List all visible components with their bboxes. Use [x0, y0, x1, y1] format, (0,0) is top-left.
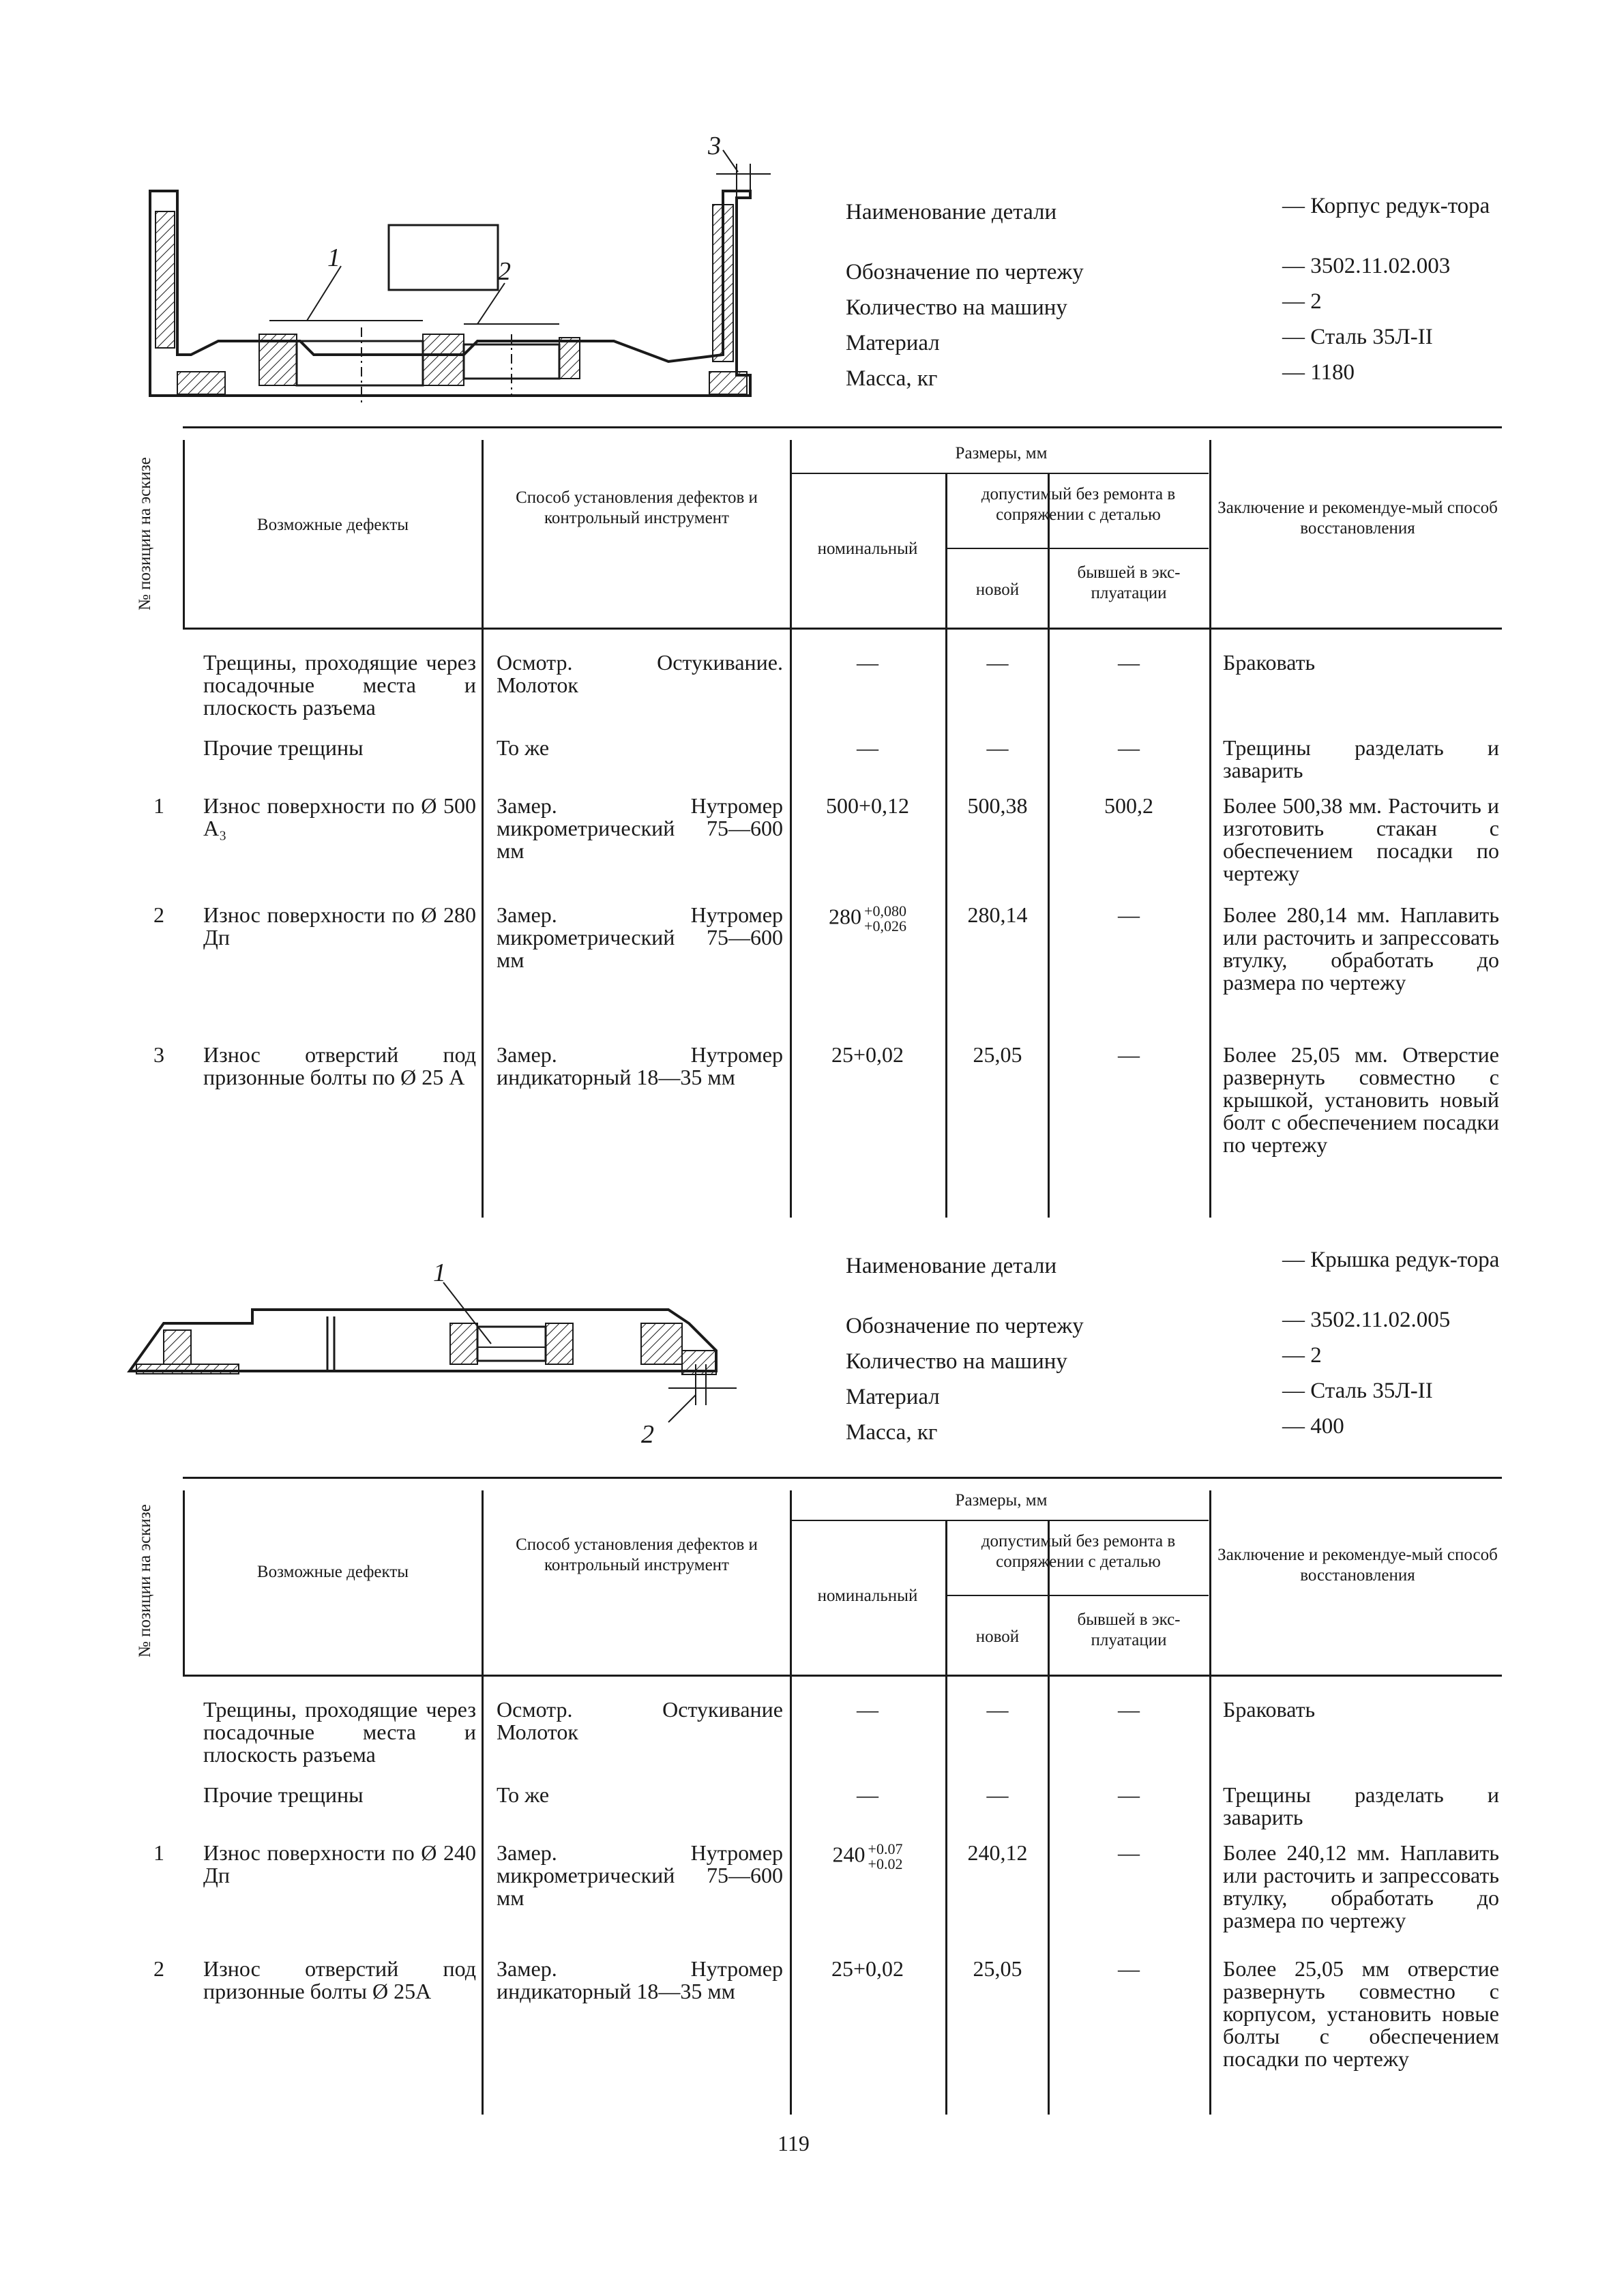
row-method: Замер. Нутромер микрометрический 75—600 мм [497, 1840, 783, 1910]
row-conclusion: Более 25,05 мм отверстие развернуть совместно с корпусом, установить новые болты с обеспечением посадки по чертежу [1223, 1956, 1499, 2071]
row-conclusion: Более 280,14 мм. Наплавить или расточить и запрессовать втулку, обработать до размера по чертежу [1223, 902, 1499, 995]
info-value: — 3502.11.02.003 [1282, 254, 1451, 278]
row-used: — [1118, 902, 1140, 927]
row-conclusion: Более 25,05 мм. Отверстие развернуть совместно с крышкой, установить новый болт с обеспечением посадки по чертежу [1223, 1042, 1499, 1157]
info-value: — Сталь 35Л-II [1282, 325, 1433, 349]
callout-2: 2 [641, 1420, 654, 1449]
tol-plus: +0,080 [864, 902, 906, 919]
row-method: То же [497, 1782, 550, 1807]
row-used: — [1118, 735, 1140, 760]
info-label: Наименование детали [846, 1254, 1057, 1278]
row-defect: Износ отверстий под призонные болты Ø 25А [203, 1956, 476, 2003]
row-defect: Прочие трещины [203, 1782, 364, 1807]
info-value: — 3502.11.02.005 [1282, 1308, 1451, 1332]
info-label: Обозначение по чертежу [846, 1314, 1084, 1338]
header-nominal: номинальный [817, 1587, 918, 1605]
defects-table-2 [136, 1477, 1502, 2118]
row-position: 2 [153, 902, 164, 927]
row-nominal: 240 [832, 1842, 866, 1867]
info-value: — Крышка редук-тора [1282, 1248, 1500, 1272]
header-allowed: допустимый без ремонта в сопряжении с деталью [981, 1532, 1176, 1571]
tol-minus: +0,026 [864, 917, 906, 934]
row-defect: Износ поверхности по Ø 240 Дп [203, 1840, 476, 1887]
row-nominal: — [857, 735, 878, 760]
info-value: — Сталь 35Л-II [1282, 1379, 1433, 1403]
callout-1: 1 [327, 244, 340, 272]
callout-2: 2 [498, 257, 511, 286]
row-new: — [986, 1782, 1009, 1807]
tol-minus: +0.02 [868, 1855, 903, 1872]
row-nominal: 25+0,02 [831, 1956, 904, 1981]
header-position: № позиции на эскизе [136, 1504, 154, 1658]
row-position: 3 [153, 1042, 164, 1067]
defects-table-1 [136, 426, 1502, 1218]
page-number: 119 [778, 2131, 810, 2155]
header-defects: Возможные дефекты [256, 516, 409, 534]
header-conclusion: Заключение и рекомендуе-мый способ восстановления [1217, 1546, 1498, 1585]
row-method: Замер. Нутромер индикаторный 18—35 мм [497, 1042, 783, 1089]
row-used: — [1118, 1042, 1140, 1067]
row-defect: Износ поверхности по Ø 500 А₃ [203, 793, 476, 840]
row-method: Замер. Нутромер микрометрический 75—600 мм [497, 793, 783, 863]
info-value: — 400 [1282, 1414, 1344, 1439]
header-sizes: Размеры, мм [955, 1491, 1048, 1510]
header-position: № позиции на эскизе [136, 457, 154, 610]
info-label: Материал [846, 331, 940, 355]
row-nominal: — [857, 650, 878, 675]
row-used: 500,2 [1104, 793, 1153, 818]
part2-info [846, 1248, 1528, 1450]
row-new: 240,12 [967, 1840, 1028, 1865]
row-used: — [1118, 1956, 1140, 1981]
header-allowed: допустимый без ремонта в сопряжении с деталью [981, 485, 1176, 524]
row-nominal: — [857, 1782, 878, 1807]
row-defect: Износ поверхности по Ø 280 Дп [203, 902, 476, 950]
row-defect: Прочие трещины [203, 735, 364, 760]
row-tolerance [868, 1842, 903, 1872]
row-position: 1 [153, 793, 164, 818]
cover-sketch [123, 1248, 764, 1453]
header-sizes: Размеры, мм [955, 444, 1048, 462]
row-nominal: 500+0,12 [825, 793, 910, 818]
info-label: Количество на машину [846, 295, 1067, 320]
row-tolerance [864, 904, 906, 934]
row-method: Осмотр. Остукивание. Молоток [497, 650, 783, 697]
info-label: Материал [846, 1385, 940, 1409]
info-value: — Корпус редук-тора [1282, 194, 1490, 218]
row-nominal: — [857, 1697, 878, 1722]
row-defect: Трещины, проходящие через посадочные места и плоскость разъема [203, 1697, 476, 1767]
info-label: Наименование детали [846, 200, 1057, 224]
row-used: — [1118, 1840, 1140, 1865]
row-new: 280,14 [967, 902, 1028, 927]
row-new: — [986, 1697, 1009, 1722]
row-method: То же [497, 735, 550, 760]
row-defect: Трещины, проходящие через посадочные места и плоскость разъема [203, 650, 476, 720]
header-nominal: номинальный [817, 540, 918, 558]
row-conclusion: Браковать [1223, 1697, 1316, 1722]
info-label: Количество на машину [846, 1349, 1067, 1374]
header-defects: Возможные дефекты [256, 1563, 409, 1581]
info-label: Обозначение по чертежу [846, 260, 1084, 284]
row-position: 1 [153, 1840, 164, 1865]
row-conclusion: Более 240,12 мм. Наплавить или расточить и запрессовать втулку, обработать до размера по чертежу [1223, 1840, 1499, 1932]
row-new: 500,38 [967, 793, 1028, 818]
tol-plus: +0.07 [868, 1840, 903, 1857]
row-nominal: 280 [829, 904, 862, 929]
callout-3: 3 [708, 136, 721, 160]
row-conclusion: Трещины разделать и заварить [1223, 1782, 1499, 1829]
header-method: Способ установления дефектов и контрольный инструмент [516, 1535, 758, 1574]
row-new: — [986, 650, 1009, 675]
row-nominal-cell [792, 1842, 943, 1872]
row-new: 25,05 [973, 1042, 1022, 1067]
row-position: 2 [153, 1956, 164, 1981]
callout-1: 1 [433, 1259, 446, 1287]
header-used: бывшей в экс-плуатации [1077, 1610, 1181, 1649]
header-method: Способ установления дефектов и контрольный инструмент [516, 488, 758, 527]
info-value: — 2 [1282, 1343, 1322, 1368]
header-new: новой [975, 1628, 1020, 1646]
row-new: — [986, 735, 1009, 760]
housing-sketch [136, 136, 784, 409]
row-nominal: 25+0,02 [831, 1042, 904, 1067]
info-value: — 2 [1282, 289, 1322, 314]
row-conclusion: Более 500,38 мм. Расточить и изготовить стакан с обеспечением посадки по чертежу [1223, 793, 1499, 885]
header-conclusion: Заключение и рекомендуе-мый способ восстановления [1217, 499, 1498, 538]
row-defect: Износ отверстий под призонные болты по Ø 25 А [203, 1042, 476, 1089]
row-new: 25,05 [973, 1956, 1022, 1981]
row-method: Осмотр. Остукивание Молоток [497, 1697, 783, 1744]
row-used: — [1118, 650, 1140, 675]
info-label: Масса, кг [846, 366, 938, 391]
header-new: новой [975, 580, 1020, 599]
row-nominal-cell [792, 904, 943, 934]
row-used: — [1118, 1697, 1140, 1722]
info-value: — 1180 [1282, 360, 1355, 385]
row-method: Замер. Нутромер микрометрический 75—600 мм [497, 902, 783, 972]
header-used: бывшей в экс-плуатации [1077, 563, 1181, 602]
info-label: Масса, кг [846, 1420, 938, 1445]
row-used: — [1118, 1782, 1140, 1807]
row-conclusion: Трещины разделать и заварить [1223, 735, 1499, 782]
row-method: Замер. Нутромер индикаторный 18—35 мм [497, 1956, 783, 2003]
row-conclusion: Браковать [1223, 650, 1316, 675]
part1-info [846, 194, 1528, 396]
